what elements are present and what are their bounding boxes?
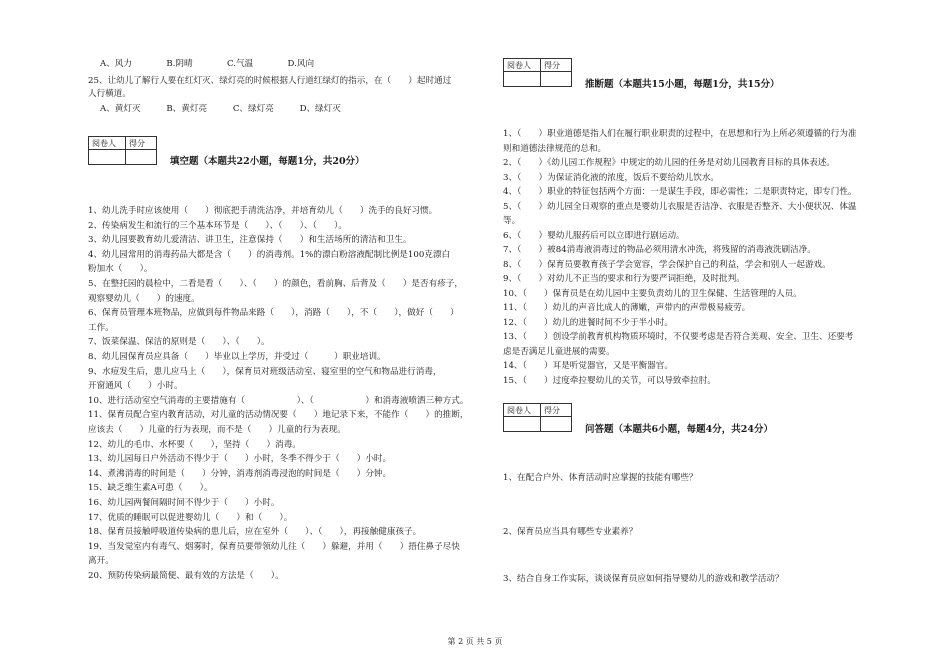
judge-question-line: 13、（ ）创设学前教育机构物质环境时，不仅要考虑是否符合美观、安全、卫生、还要考 <box>503 332 854 342</box>
fill-question-line: 12、幼儿的毛巾、水杯要（ ），坚持（ ）消毒。 <box>88 439 301 450</box>
fill-question-line: 19、当发觉室内有毒气、烟雾时，保育员要带领幼儿往（ ）躲避，并用（ ）捂住鼻子尽快 <box>88 541 460 552</box>
judge-question-line: 15、（ ）过度牵拉婴幼儿的关节，可以导致牵拉肘。 <box>503 375 716 386</box>
judge-question-line: 8、（ ）保育员要教育孩子学会宽容，学会保护自己的利益，学会和别人一起游戏。 <box>503 259 831 270</box>
score-box-judge <box>503 58 572 87</box>
option-line-25: A、黄灯灭 B、黄灯亮 C、绿灯亮 D、绿灯灭 <box>100 104 341 114</box>
score-cell[interactable] <box>541 417 572 432</box>
grader-cell[interactable] <box>504 417 541 432</box>
qa-question-1: 1、在配合户外、体育活动时应掌握的技能有哪些？ <box>503 473 698 483</box>
fill-question-line: 观察婴幼儿（ ）的速度。 <box>88 293 200 304</box>
fill-question-line: 开窗通风（ ）小时。 <box>88 381 183 392</box>
fill-question-line: 6、保育员管理本班物品，应做到每件物品来路（ ），消路（ ），不（ ），做好（ ） <box>88 308 459 319</box>
judge-question-line: 14、（ ）耳是听觉器官，又是平衡器官。 <box>503 361 673 371</box>
fill-question-line: 20、预防传染病最简便、最有效的方法是（ ）。 <box>88 571 284 581</box>
fill-question-line: 17、优质的睡眠可以促进婴幼儿（ ）和（ ）。 <box>88 512 293 523</box>
score-header: 得分 <box>541 59 572 72</box>
grader-cell[interactable] <box>504 72 541 87</box>
fill-question-line: 1、幼儿洗手时应该使用（ ）彻底把手清洗洁净，并培育幼儿（ ）洗手的良好习惯。 <box>88 206 438 216</box>
fill-question-line: 18、保育员接触呼吸道传染病的患儿后，应在室外（ ）、（ ），再接触健康孩子。 <box>88 527 422 538</box>
fill-question-line: 粉加水（ ）。 <box>88 264 153 275</box>
qa-question-3: 3、结合自身工作实际，谈谈保育员应如何指导婴幼儿的游戏和教学活动？ <box>503 574 784 584</box>
question-25: 25、让幼儿了解行人要在红灯灭、绿灯亮的时候根据人行道红绿灯的指示，在（ ）起时通过 <box>88 76 452 86</box>
option-line-24: A、风力 B.阴晴 C.气温 D.风向 <box>100 59 315 69</box>
judge-question-line: 11、（ ）幼儿的声音比成人的薄嫩，声带内的声带极易疲劳。 <box>503 303 751 313</box>
fill-question-line: 11、保育员配合室内教育活动，对儿童的活动情况要（ ）地记录下来，不能作（ ）的推断， <box>88 410 469 421</box>
judge-question-line: 3、（ ）为保证消化液的浓度，饭后不要给幼儿饮水。 <box>503 172 720 183</box>
fill-question-line: 14、煮沸消毒的时间是（ ）分钟，消毒剂消毒浸泡的时间是（ ）分钟。 <box>88 468 392 479</box>
fill-question-line: 9、水痘发生后，患儿应马上（ ），保育员对班级活动室、寝室里的空气和物品进行消毒， <box>88 366 442 377</box>
fill-question-line: 工作。 <box>88 322 114 333</box>
page-footer: 第 2 页 共 5 页 <box>447 637 503 646</box>
section-title-judge: 推断题（本题共15小题，每题1分，共15分） <box>585 79 780 90</box>
fill-question-line: 8、幼儿园保育员应具备（ ）毕业以上学历，并受过（ ）职业培训。 <box>88 352 386 362</box>
score-header: 得分 <box>126 137 157 150</box>
section-title-fill: 填空题（本题共22小题，每题1分，共20分） <box>170 156 365 167</box>
grader-header: 阅卷人 <box>89 137 126 150</box>
judge-question-line: 虑是否满足儿童进展的需要。 <box>503 346 615 357</box>
fill-question-line: 15、缺乏维生素A可患（ ）。 <box>88 483 213 494</box>
fill-question-line: 3、幼儿园要教育幼儿爱清洁、讲卫生，注意保持（ ）和生活场所的清洁和卫生。 <box>88 235 412 246</box>
judge-question-line: 等。 <box>503 216 521 226</box>
question-25-cont: 人行横道。 <box>88 89 131 99</box>
judge-question-line: 则和道德法律规范的总和。 <box>503 143 607 154</box>
fill-question-line: 5、在整托园的晨检中，二看是看（ ）、（ ）的颜色，看前胸、后背及（ ）是否有疹子， <box>88 279 463 289</box>
judge-question-line: 5、（ ）幼儿园全日观察的重点是婴幼儿衣服是否洁净、衣服是否整齐、大小便状况、体温 <box>503 201 857 212</box>
judge-question-line: 10、（ ）保育员是在幼儿园中主要负责幼儿的卫生保健、生活管理的人员。 <box>503 288 802 299</box>
judge-question-line: 9、（ ）对幼儿不正当的要求和行为要严词拒绝，及时批判。 <box>503 274 745 284</box>
fill-question-line: 2、传染病发生和流行的三个基本环节是（ ）、（ ）、（ ）。 <box>88 220 347 231</box>
fill-question-line: 16、幼儿园两餐间隔时间不得少于（ ）小时。 <box>88 498 280 508</box>
judge-question-line: 2、（ ）《幼儿园工作规程》中规定的幼儿园的任务是对幼儿园教育目标的具体表述。 <box>503 158 836 168</box>
score-cell[interactable] <box>541 72 572 87</box>
score-header: 得分 <box>541 404 572 417</box>
score-cell[interactable] <box>126 150 157 165</box>
score-box-qa <box>503 403 572 432</box>
section-title-qa: 问答题（本题共6小题，每题4分，共24分） <box>585 424 773 435</box>
judge-question-line: 6、（ ）婴幼儿服药后可以立即进行剧运动。 <box>503 230 685 241</box>
judge-question-line: 1、（ ）职业道德是指人们在履行职业职责的过程中，在思想和行为上所必须遵循的行为准 <box>503 129 857 139</box>
grader-header: 阅卷人 <box>504 59 541 72</box>
judge-question-line: 4、（ ）职业的特征包括两个方面：一是谋生手段，即必需性；二是职责特定，即专门性。 <box>503 187 857 197</box>
fill-question-line: 13、幼儿园每日户外活动不得少于（ ）小时，冬季不得少于（ ）小时。 <box>88 454 392 465</box>
judge-question-line: 7、（ ）被84消毒液消毒过的物品必须用清水冲洗，将残留的消毒液洗刷洁净。 <box>503 245 816 255</box>
fill-question-line: 4、幼儿园常用的消毒药品大都是含（ ）的消毒剂。1%的漂白粉溶液配制比例是100克漂白 <box>88 249 451 260</box>
grader-header: 阅卷人 <box>504 404 541 417</box>
grader-cell[interactable] <box>89 150 126 165</box>
qa-question-2: 2、保育员应当具有哪些专业素养？ <box>503 527 638 537</box>
judge-question-line: 12、（ ）幼儿的进餐时间不少于半小时。 <box>503 317 673 328</box>
fill-question-line: 离开。 <box>88 556 114 567</box>
fill-question-line: 7、饭菜保温、保洁的原则是（ ）、（ ）。 <box>88 337 270 348</box>
fill-question-line: 应该去（ ）儿童的行为表现，而不是（ ）儿童的行为表现。 <box>88 425 346 435</box>
score-box-fill <box>88 136 157 165</box>
fill-question-line: 10、进行活动室空气消毒的主要措施有（ ）、（ ）和消毒液喷洒三种方式。 <box>88 395 469 406</box>
